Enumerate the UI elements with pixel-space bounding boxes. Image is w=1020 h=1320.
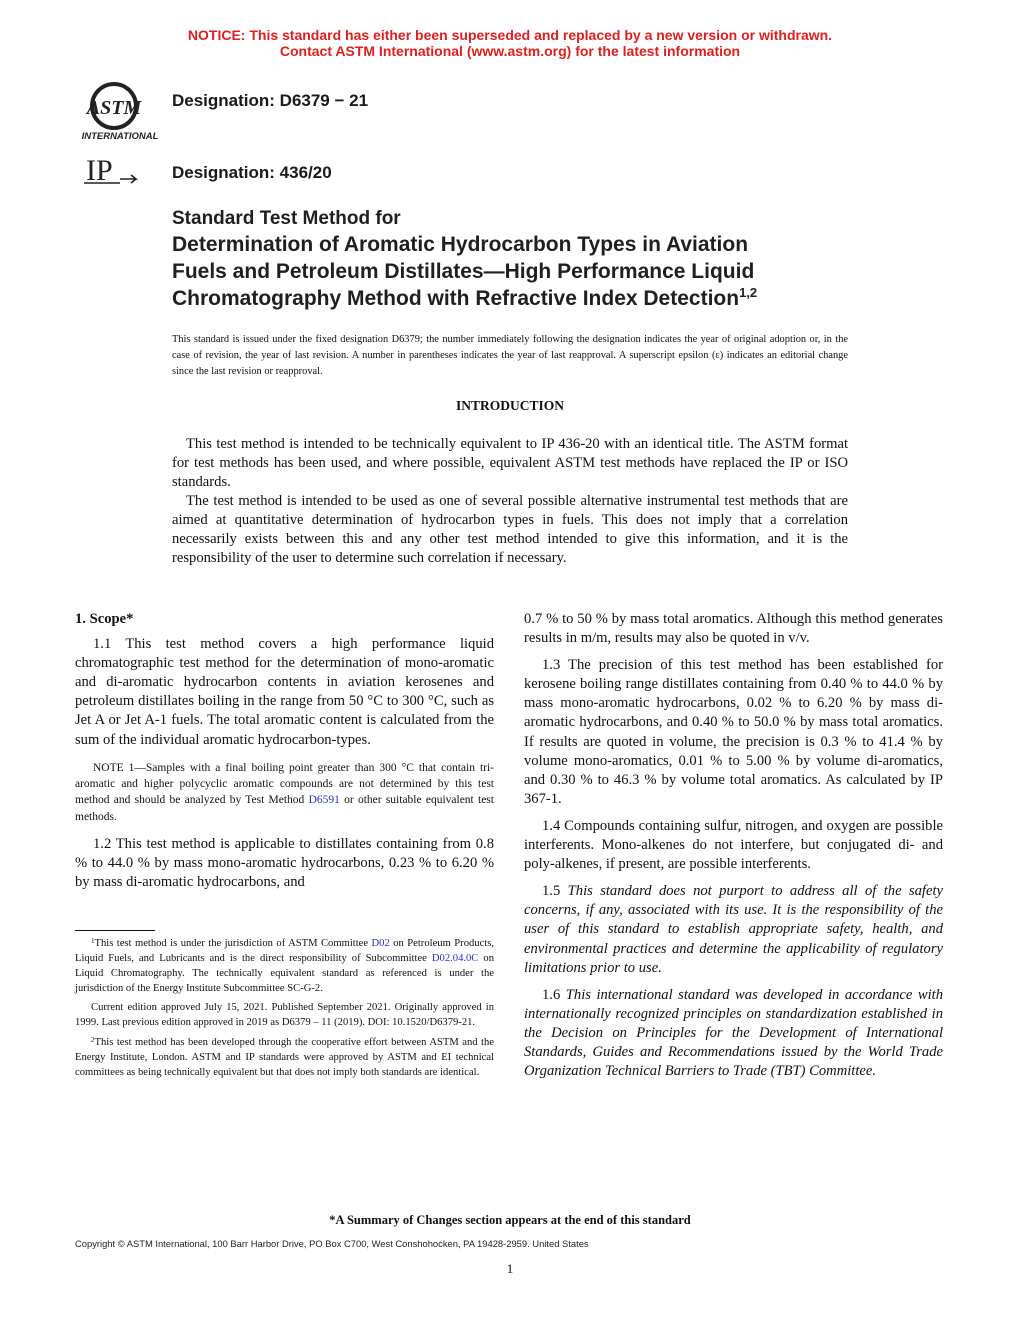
footnotes: [75, 936, 494, 1084]
scope-1-5: 1.5 This standard does not purport to address all of the safety concerns, if any, associated with its use. It is the responsibility of the user of this standard to establish appropriate safety, health, and environmental practices and determine the applicability of regulatory limitations prior to use.: [524, 883, 943, 976]
copyright: Copyright © ASTM International, 100 Barr Harbor Drive, PO Box C700, West Conshohocken, PA 19428-2959. United States: [75, 1238, 589, 1249]
astm-designation: Designation: D6379 − 21: [172, 91, 369, 110]
scope-heading: 1. Scope*: [75, 611, 134, 627]
scope-1-2-continued: 0.7 % to 50 % by mass total aromatics. Although this method generates results in m/m, results may also be quoted in v/v.: [524, 611, 943, 647]
intro-paragraph-1: This test method is intended to be technically equivalent to IP 436-20 with an identical title. The ASTM format for test methods has been used, and where possible, equivalent ASTM test methods have replaced the IP or ISO standards.: [172, 436, 848, 490]
note-1: NOTE 1—Samples with a final boiling point greater than 300 °C that contain tri-aromatic and higher polycyclic aromatic compounds are not determined by this test method and should be analyzed by Test Method D6591 or other suitable equivalent test methods.: [75, 761, 494, 823]
issued-note: This standard is issued under the fixed designation D6379; the number immediately following the designation indicates the year of original adoption or, in the case of revision, the year of last revision. A number in parentheses indicates the year of last reapproval. A superscript epsilon (ε) indicates an editorial change since the last revision or reapproval.: [172, 334, 848, 377]
scope-1-4: 1.4 Compounds containing sulfur, nitrogen, and oxygen are possible interferents. Mono-alkenes do not interfere, but conjugated di- and poly-alkenes, if present, are possible interferents.: [524, 817, 943, 873]
svg-text:IP: IP: [86, 154, 113, 187]
title-line-4: Chromatography Method with Refractive Index Detection: [172, 287, 740, 310]
ip-designation: Designation: 436/20: [172, 163, 332, 182]
footnote-rule: [75, 930, 155, 931]
title-line-1: Standard Test Method for: [172, 208, 401, 229]
scope-1-6: 1.6 This international standard was developed in accordance with internationally recognized principles on standardization established in the Decision on Principles for the Development of International Standards, Guides and Recommendations issued by the World Trade Organization Technical Barriers to Trade (TBT) Committee.: [524, 986, 944, 1080]
title-line-2: Determination of Aromatic Hydrocarbon Types in Aviation: [172, 233, 749, 256]
document-title: [172, 207, 892, 312]
astm-logo: [76, 76, 162, 144]
d6591-link[interactable]: D6591: [308, 794, 340, 807]
svg-text:INTERNATIONAL: INTERNATIONAL: [81, 131, 159, 142]
introduction-body: [172, 435, 848, 568]
scope-1-2: 1.2 This test method is applicable to distillates containing from 0.8 % to 44.0 % by mass mono-aromatic hydrocarbons, 0.23 % to 6.20 % by mass di-aromatic hydrocarbons, and: [75, 836, 494, 891]
d02-04-0c-link[interactable]: D02.04.0C: [431, 953, 479, 965]
summary-of-changes-note: *A Summary of Changes section appears at the end of this standard: [329, 1213, 691, 1227]
notice-line-1: NOTICE: This standard has either been superseded and replaced by a new version or withdrawn.: [187, 27, 833, 43]
title-footnote-refs: 1,2: [739, 285, 758, 300]
page-number: 1: [506, 1261, 514, 1276]
footnote-2: $^2$This test method has been developed through the cooperative effort between ASTM and the Energy Institute, London. ASTM and IP standards were approved by ASTM and EI technical committees as being technically equivalent but that does not imply both standards are identical.: [75, 1035, 494, 1078]
introduction-heading: INTRODUCTION: [455, 398, 564, 413]
right-column: [524, 610, 943, 1089]
ip-logo: [80, 152, 142, 188]
svg-text:ASTM: ASTM: [86, 97, 142, 119]
scope-1-3: 1.3 The precision of this test method has been established for kerosene boiling range distillates containing from 0.40 % to 44.0 % by mass mono-aromatic hydrocarbons, 0.02 % to 6.20 % by mass di-aromatic hydrocarbons, and 0.40 % to 50.0 % by mass total aromatics. If results are quoted in volume, the precision is 0.3 % to 41.4 % by volume mono-aromatics, 0.01 % to 5.00 % by volume di-aromatics, and 0.30 % to 46.3 % by volume total aromatics. As calculated by IP 367-1.: [524, 657, 943, 807]
left-column: [75, 610, 494, 901]
notice-line-2: Contact ASTM International (www.astm.org) for the latest information: [279, 43, 741, 59]
intro-paragraph-2: The test method is intended to be used as one of several possible alternative instrumental test methods that are aimed at quantitative determination of hydrocarbon types in fuels. This does not imply that a correlation necessarily exists between this and any other test method intended to give this information, and it is the responsibility of the user to determine such correlation if necessary.: [172, 493, 848, 566]
footnote-1: $^1$This test method is under the jurisdiction of ASTM Committee D02 on Petroleum Products, Liquid Fuels, and Lubricants and is the direct responsibility of Subcommittee D02.04.0C on Liquid Chromatography. The technically equivalent standard as referenced is under the jurisdiction of the Energy Institute Subcommittee SC-G-2.: [75, 937, 494, 995]
footnote-edition: Current edition approved July 15, 2021. Published September 2021. Originally approved in 1999. Last previous edition approved in 2019 as D6379 – 11 (2019). DOI: 10.1520/D6379-21.: [75, 1002, 494, 1029]
title-line-3: Fuels and Petroleum Distillates—High Performance Liquid: [172, 260, 755, 283]
scope-1-1: 1.1 This test method covers a high performance liquid chromatographic test method for the determination of mono-aromatic and di-aromatic hydrocarbon contents in aviation kerosenes and petroleum distillates boiling in the range from 50 °C to 300 °C, such as Jet A or Jet A-1 fuels. The total aromatic content is calculated from the sum of the individual aromatic hydrocarbon-types.: [75, 636, 494, 748]
d02-link[interactable]: D02: [371, 938, 390, 949]
